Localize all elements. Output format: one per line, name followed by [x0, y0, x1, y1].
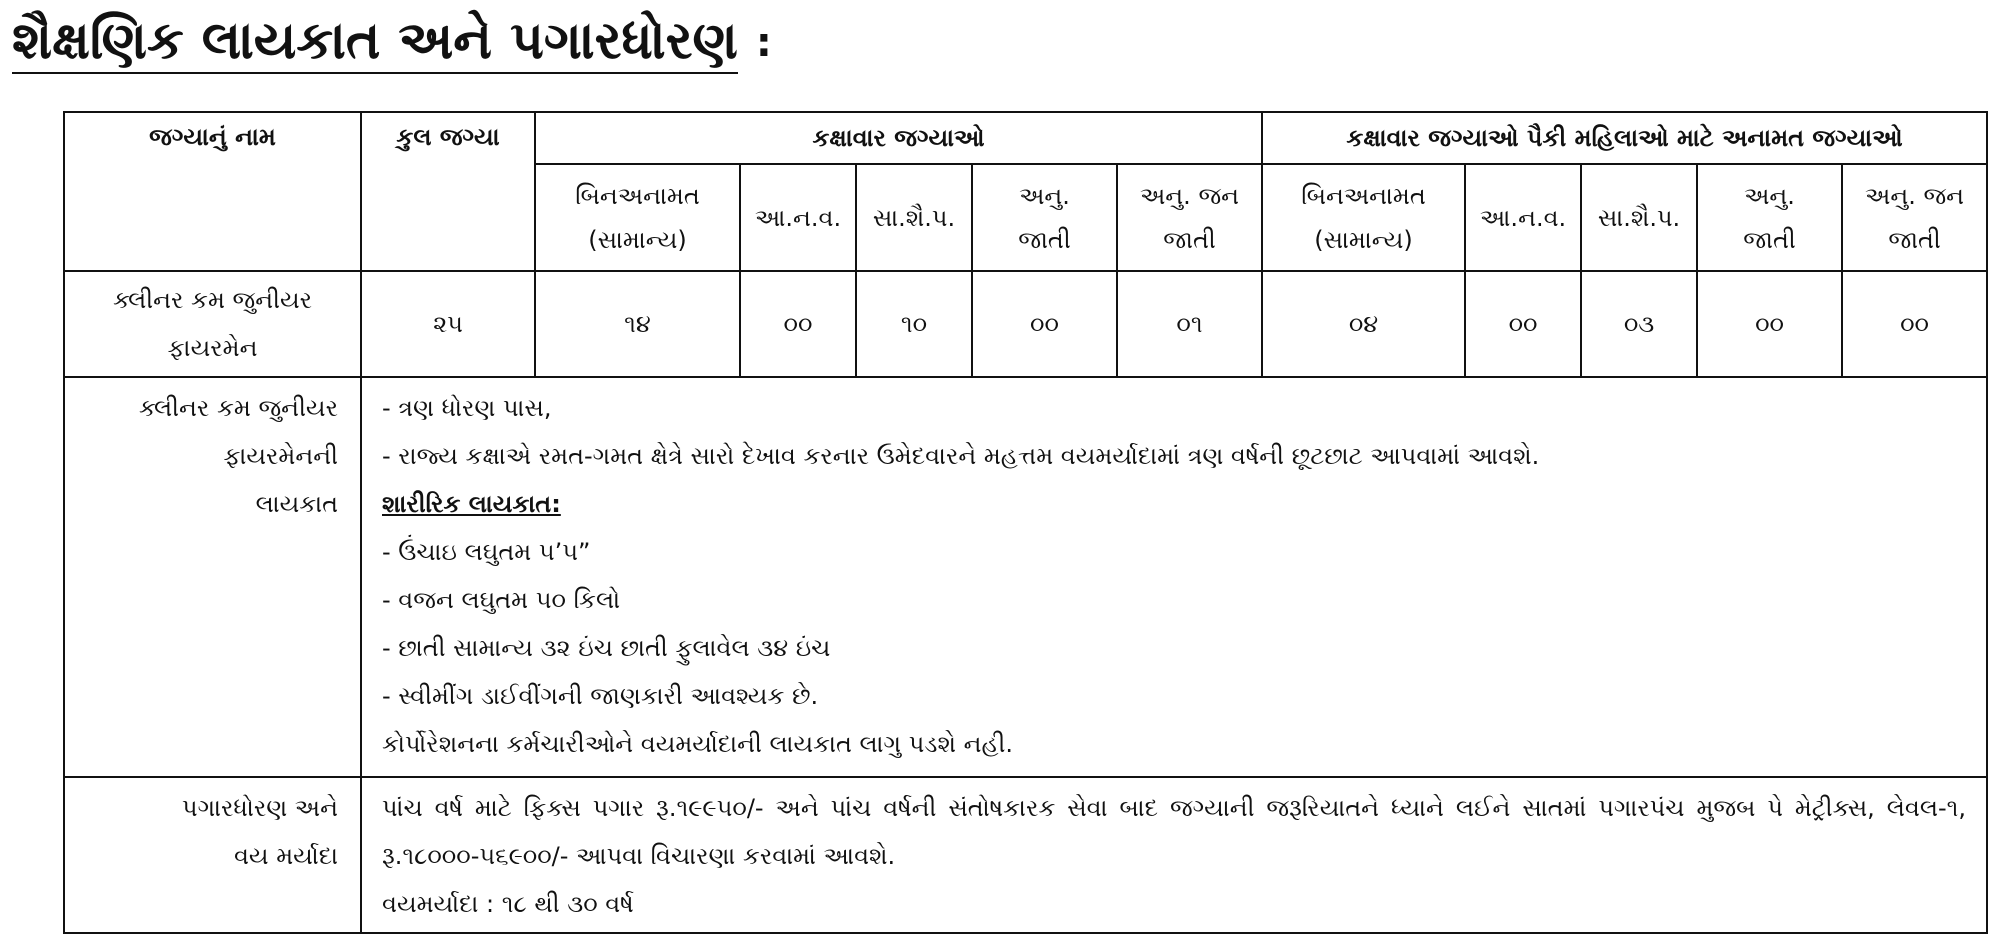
value-cell: ૦૦ — [1697, 271, 1842, 377]
page-title-colon: : — [755, 20, 772, 66]
pay-content — [361, 777, 1987, 933]
sub-header-cell: આ.ન.વ. — [1465, 164, 1581, 271]
physical-qualification-line: - વજન લઘુતમ ૫૦ કિલો — [382, 586, 621, 614]
sub-header-cell: અનુ. જાતી — [1697, 164, 1842, 271]
pay-row — [64, 777, 1987, 933]
physical-qualification-heading: શારીરિક લાયકાત: — [382, 490, 561, 518]
physical-qualification-line: - છાતી સામાન્ય ૩૨ ઇંચ છાતી ફુલાવેલ ૩૪ ઇંચ — [382, 634, 831, 662]
header-category-posts: કક્ષાવાર જગ્યાઓ — [535, 112, 1262, 164]
page-title-text: શૈક્ષણિક લાયકાત અને પગારધોરણ — [12, 10, 738, 74]
post-name-cell: ક્લીનર કમ જુનીયર ફાયરમેન — [64, 271, 361, 377]
pay-scale-text: પાંચ વર્ષ માટે ફિક્સ પગાર રૂ.૧૯૯૫૦/- અને પાંચ વર્ષની સંતોષકારક સેવા બાદ જગ્યાની જરૂરિયાતને ધ્યાને લઈને સાતમાં પગારપંચ મુજબ પે મેટ્રીક્સ, લેવલ-૧, રૂ.૧૮૦૦૦-૫૬૯૦૦/- આપવા વિચારણા કરવામાં આવશે. — [382, 794, 1967, 870]
value-cell: ૦૦ — [740, 271, 856, 377]
physical-qualification-line: - સ્વીમીંગ ડાઈવીંગની જાણકારી આવશ્યક છે. — [382, 682, 819, 710]
value-cell: ૧૦ — [856, 271, 972, 377]
sub-header-cell: અનુ. જન જાતી — [1117, 164, 1262, 271]
sub-header-cell: સા.શૈ.પ. — [1581, 164, 1697, 271]
header-post-name: જગ્યાનું નામ — [64, 112, 361, 271]
sub-header-cell: બિનઅનામત (સામાન્ય) — [535, 164, 740, 271]
sub-header-cell: આ.ન.વ. — [740, 164, 856, 271]
sub-header-cell: બિનઅનામત (સામાન્ય) — [1262, 164, 1465, 271]
value-cell: ૦૧ — [1117, 271, 1262, 377]
sub-header-cell: અનુ. જન જાતી — [1842, 164, 1987, 271]
header-total-posts: કુલ જગ્યા — [361, 112, 535, 271]
total-posts-cell: ૨૫ — [361, 271, 535, 377]
pay-label: પગારધોરણ અને વય મર્યાદા — [64, 777, 361, 933]
sub-header-cell: સા.શૈ.પ. — [856, 164, 972, 271]
qualification-line: - ત્રણ ધોરણ પાસ, — [382, 394, 552, 422]
physical-qualification-line: - ઉંચાઇ લઘુતમ ૫’૫” — [382, 538, 591, 566]
value-cell: ૦૦ — [1465, 271, 1581, 377]
qualification-line: - રાજ્ય કક્ષાએ રમત-ગમત ક્ષેત્રે સારો દેખાવ કરનાર ઉમેદવારને મહત્તમ વયમર્યાદામાં ત્રણ વર્ષની છૂટછાટ આપવામાં આવશે. — [382, 442, 1540, 470]
value-cell: ૦૦ — [1842, 271, 1987, 377]
qualification-note: કોર્પોરેશનના કર્મચારીઓને વયમર્યાદાની લાયકાત લાગુ પડશે નહી. — [382, 730, 1014, 758]
value-cell: ૦૪ — [1262, 271, 1465, 377]
sub-header-cell: અનુ. જાતી — [972, 164, 1117, 271]
qualification-row — [64, 377, 1987, 777]
age-limit-text: વયમર્યાદા : ૧૮ થી ૩૦ વર્ષ — [382, 890, 634, 918]
value-cell: ૦૦ — [972, 271, 1117, 377]
qualification-label: ક્લીનર કમ જુનીયર ફાયરમેનની લાયકાત — [64, 377, 361, 777]
value-cell: ૧૪ — [535, 271, 740, 377]
page-title — [12, 4, 772, 74]
qualification-content — [361, 377, 1987, 777]
header-row — [64, 112, 1987, 164]
header-women-reserved: કક્ષાવાર જગ્યાઓ પૈકી મહિલાઓ માટે અનામત જગ્યાઓ — [1262, 112, 1987, 164]
recruitment-table — [63, 111, 1988, 934]
table-row — [64, 271, 1987, 377]
value-cell: ૦૩ — [1581, 271, 1697, 377]
